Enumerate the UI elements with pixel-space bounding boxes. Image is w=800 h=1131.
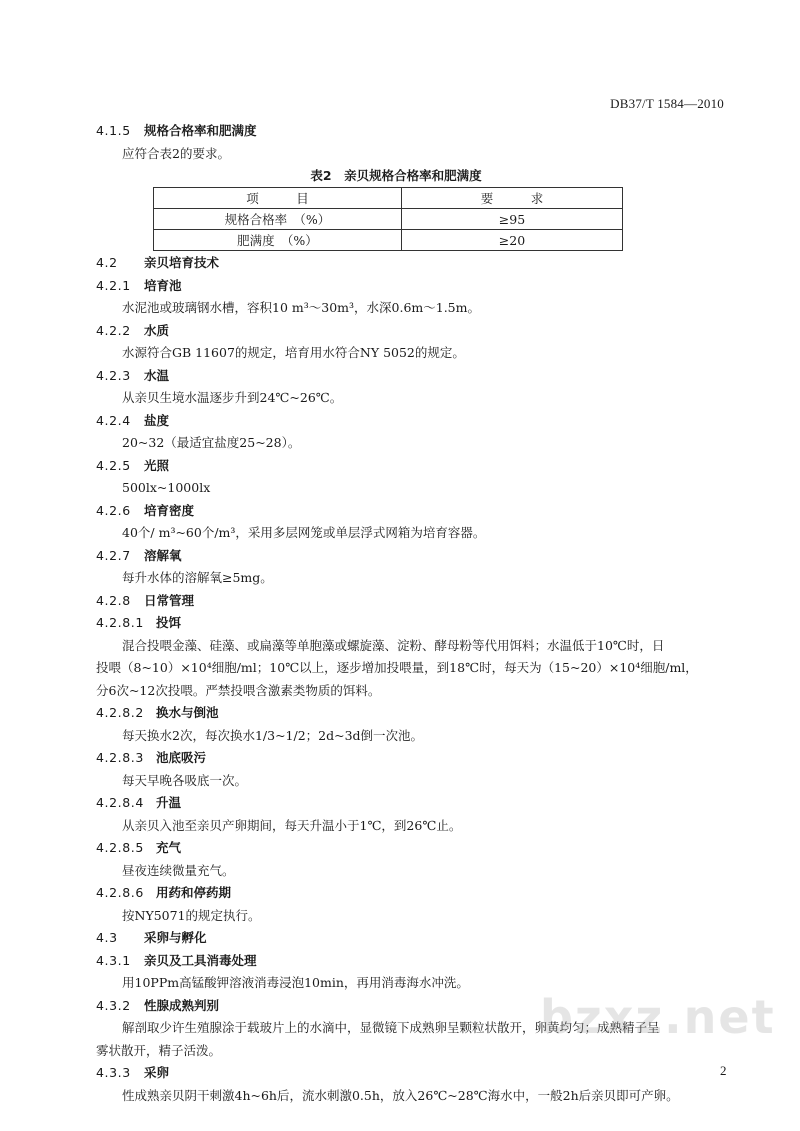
section-number: 4.2.8.2: [96, 705, 144, 720]
paragraph-line: 投喂（8~10）×10⁴细胞/ml；10℃以上，逐步增加投喂量，到18℃时，每天为（15~20）×10⁴细胞/ml，: [96, 660, 698, 675]
table-2: [153, 187, 623, 251]
section-title: 培育密度: [144, 502, 195, 518]
section-number: 4.3.3: [96, 1065, 131, 1080]
heading-4-2-3: [96, 365, 726, 388]
section-title: 亲贝及工具消毒处理: [144, 952, 257, 968]
section-title: 光照: [144, 457, 170, 473]
section-title: 培育池: [144, 277, 182, 293]
heading-4-2-8-5: [96, 837, 726, 860]
table-cell: 规格合格率 （%）: [154, 209, 402, 230]
section-title: 用药和停药期: [156, 885, 232, 900]
heading-4-2-8-6: [96, 882, 726, 905]
section-title: 采卵与孵化: [144, 930, 207, 945]
section-number: 4.2.8: [96, 592, 131, 608]
section-number: 4.2.6: [96, 502, 131, 518]
heading-4-2-4: [96, 410, 726, 433]
heading-4-3-3: [96, 1062, 726, 1085]
heading-4-2-5: [96, 455, 726, 478]
section-number: 4.1.5: [96, 123, 131, 138]
paragraph: 从亲贝生境水温逐步升到24℃~26℃。: [122, 390, 343, 405]
paragraph: 40个/ m³~60个/m³，采用多层网笼或单层浮式网箱为培育容器。: [122, 525, 486, 540]
heading-4-2-8-1: [96, 612, 726, 635]
section-number: 4.2.5: [96, 457, 131, 473]
paragraph: 性成熟亲贝阴干刺激4h~6h后，流水刺激0.5h，放入26℃~28℃海水中，一般2h后亲贝即可产卵。: [122, 1087, 679, 1103]
section-number: 4.2.8.1: [96, 615, 144, 630]
heading-4-2-8-2: [96, 702, 726, 725]
document-body: [96, 120, 726, 1107]
section-title: 规格合格率和肥满度: [144, 123, 257, 138]
heading-4-2-8-4: [96, 792, 726, 815]
table-cell: 肥满度 （%）: [154, 230, 402, 251]
heading-4-2: [96, 252, 726, 275]
paragraph: 水源符合GB 11607的规定，培育用水符合NY 5052的规定。: [122, 345, 465, 360]
section-title: 溶解氧: [144, 547, 182, 563]
table-row: [154, 209, 623, 230]
section-title: 盐度: [144, 412, 170, 428]
section-number: 4.2: [96, 255, 118, 270]
page-number: 2: [720, 1063, 727, 1078]
paragraph: 昼夜连续微量充气。: [122, 862, 235, 878]
heading-4-2-7: [96, 545, 726, 568]
section-title: 水质: [144, 322, 170, 338]
paragraph: 每天换水2次，每次换水1/3~1/2；2d~3d倒一次池。: [122, 727, 424, 743]
table-row: [154, 230, 623, 251]
table-cell: ≥95: [402, 209, 623, 230]
paragraph: 应符合表2的要求。: [122, 145, 230, 161]
section-title: 换水与倒池: [156, 705, 219, 720]
table-header-row: [154, 188, 623, 209]
paragraph-line: 混合投喂金藻、硅藻、或扁藻等单胞藻或螺旋藻、淀粉、酵母粉等代用饵料；水温低于10℃时，日: [122, 637, 665, 653]
section-number: 4.2.7: [96, 547, 131, 563]
heading-4-1-5: [96, 120, 726, 143]
section-title: 升温: [156, 795, 182, 810]
paragraph: 500lx~1000lx: [122, 480, 211, 495]
heading-4-2-8-3: [96, 747, 726, 770]
section-number: 4.2.8.5: [96, 840, 144, 855]
heading-4-2-6: [96, 500, 726, 523]
paragraph: 每天早晚各吸底一次。: [122, 772, 248, 788]
section-number: 4.2.1: [96, 277, 131, 293]
section-number: 4.3.2: [96, 997, 131, 1013]
heading-4-2-1: [96, 275, 726, 298]
paragraph: 水泥池或玻璃钢水槽，容积10 m³～30m³，水深0.6m～1.5m。: [122, 300, 480, 315]
section-title: 日常管理: [144, 592, 195, 608]
heading-4-3-1: [96, 950, 726, 973]
section-number: 4.2.2: [96, 322, 131, 338]
table-title: 表2 亲贝规格合格率和肥满度: [310, 168, 482, 183]
heading-4-2-8: [96, 590, 726, 613]
table-cell: ≥20: [402, 230, 623, 251]
paragraph: 从亲贝入池至亲贝产卵期间，每天升温小于1℃，到26℃止。: [122, 817, 462, 833]
section-title: 性腺成熟判别: [144, 997, 220, 1013]
section-title: 水温: [144, 367, 170, 383]
paragraph: 每升水体的溶解氧≥5mg。: [122, 570, 273, 585]
standard-code: DB37/T 1584—2010: [610, 96, 724, 111]
section-number: 4.2.8.6: [96, 885, 144, 900]
section-title: 充气: [156, 840, 182, 855]
section-title: 亲贝培育技术: [144, 255, 220, 270]
paragraph-line: 分6次~12次投喂。严禁投喂含激素类物质的饵料。: [96, 682, 381, 698]
section-number: 4.2.3: [96, 367, 131, 383]
section-number: 4.3: [96, 930, 118, 945]
section-number: 4.2.8.3: [96, 750, 144, 765]
watermark: bzxz.net: [540, 990, 776, 1044]
heading-4-3: [96, 927, 726, 950]
section-title: 投饵: [156, 615, 182, 630]
section-title: 采卵: [144, 1065, 170, 1080]
section-number: 4.2.8.4: [96, 795, 144, 810]
table-header-cell: 项 目: [154, 188, 402, 209]
section-number: 4.3.1: [96, 952, 131, 968]
paragraph-line: 解剖取少许生殖腺涂于载玻片上的水滴中，显微镜下成熟卵呈颗粒状散开，卵黄均匀；成熟精子呈: [122, 1020, 660, 1035]
section-number: 4.2.4: [96, 412, 131, 428]
paragraph: 按NY5071的规定执行。: [122, 907, 261, 923]
heading-4-2-2: [96, 320, 726, 343]
paragraph: 用10PPm高锰酸钾溶液消毒浸泡10min，再用消毒海水冲洗。: [122, 975, 469, 990]
table-header-cell: 要 求: [402, 188, 623, 209]
paragraph: 20~32（最适宜盐度25~28）。: [122, 435, 301, 450]
paragraph-line: 雾状散开，精子活泼。: [96, 1042, 222, 1058]
section-title: 池底吸污: [156, 750, 207, 765]
